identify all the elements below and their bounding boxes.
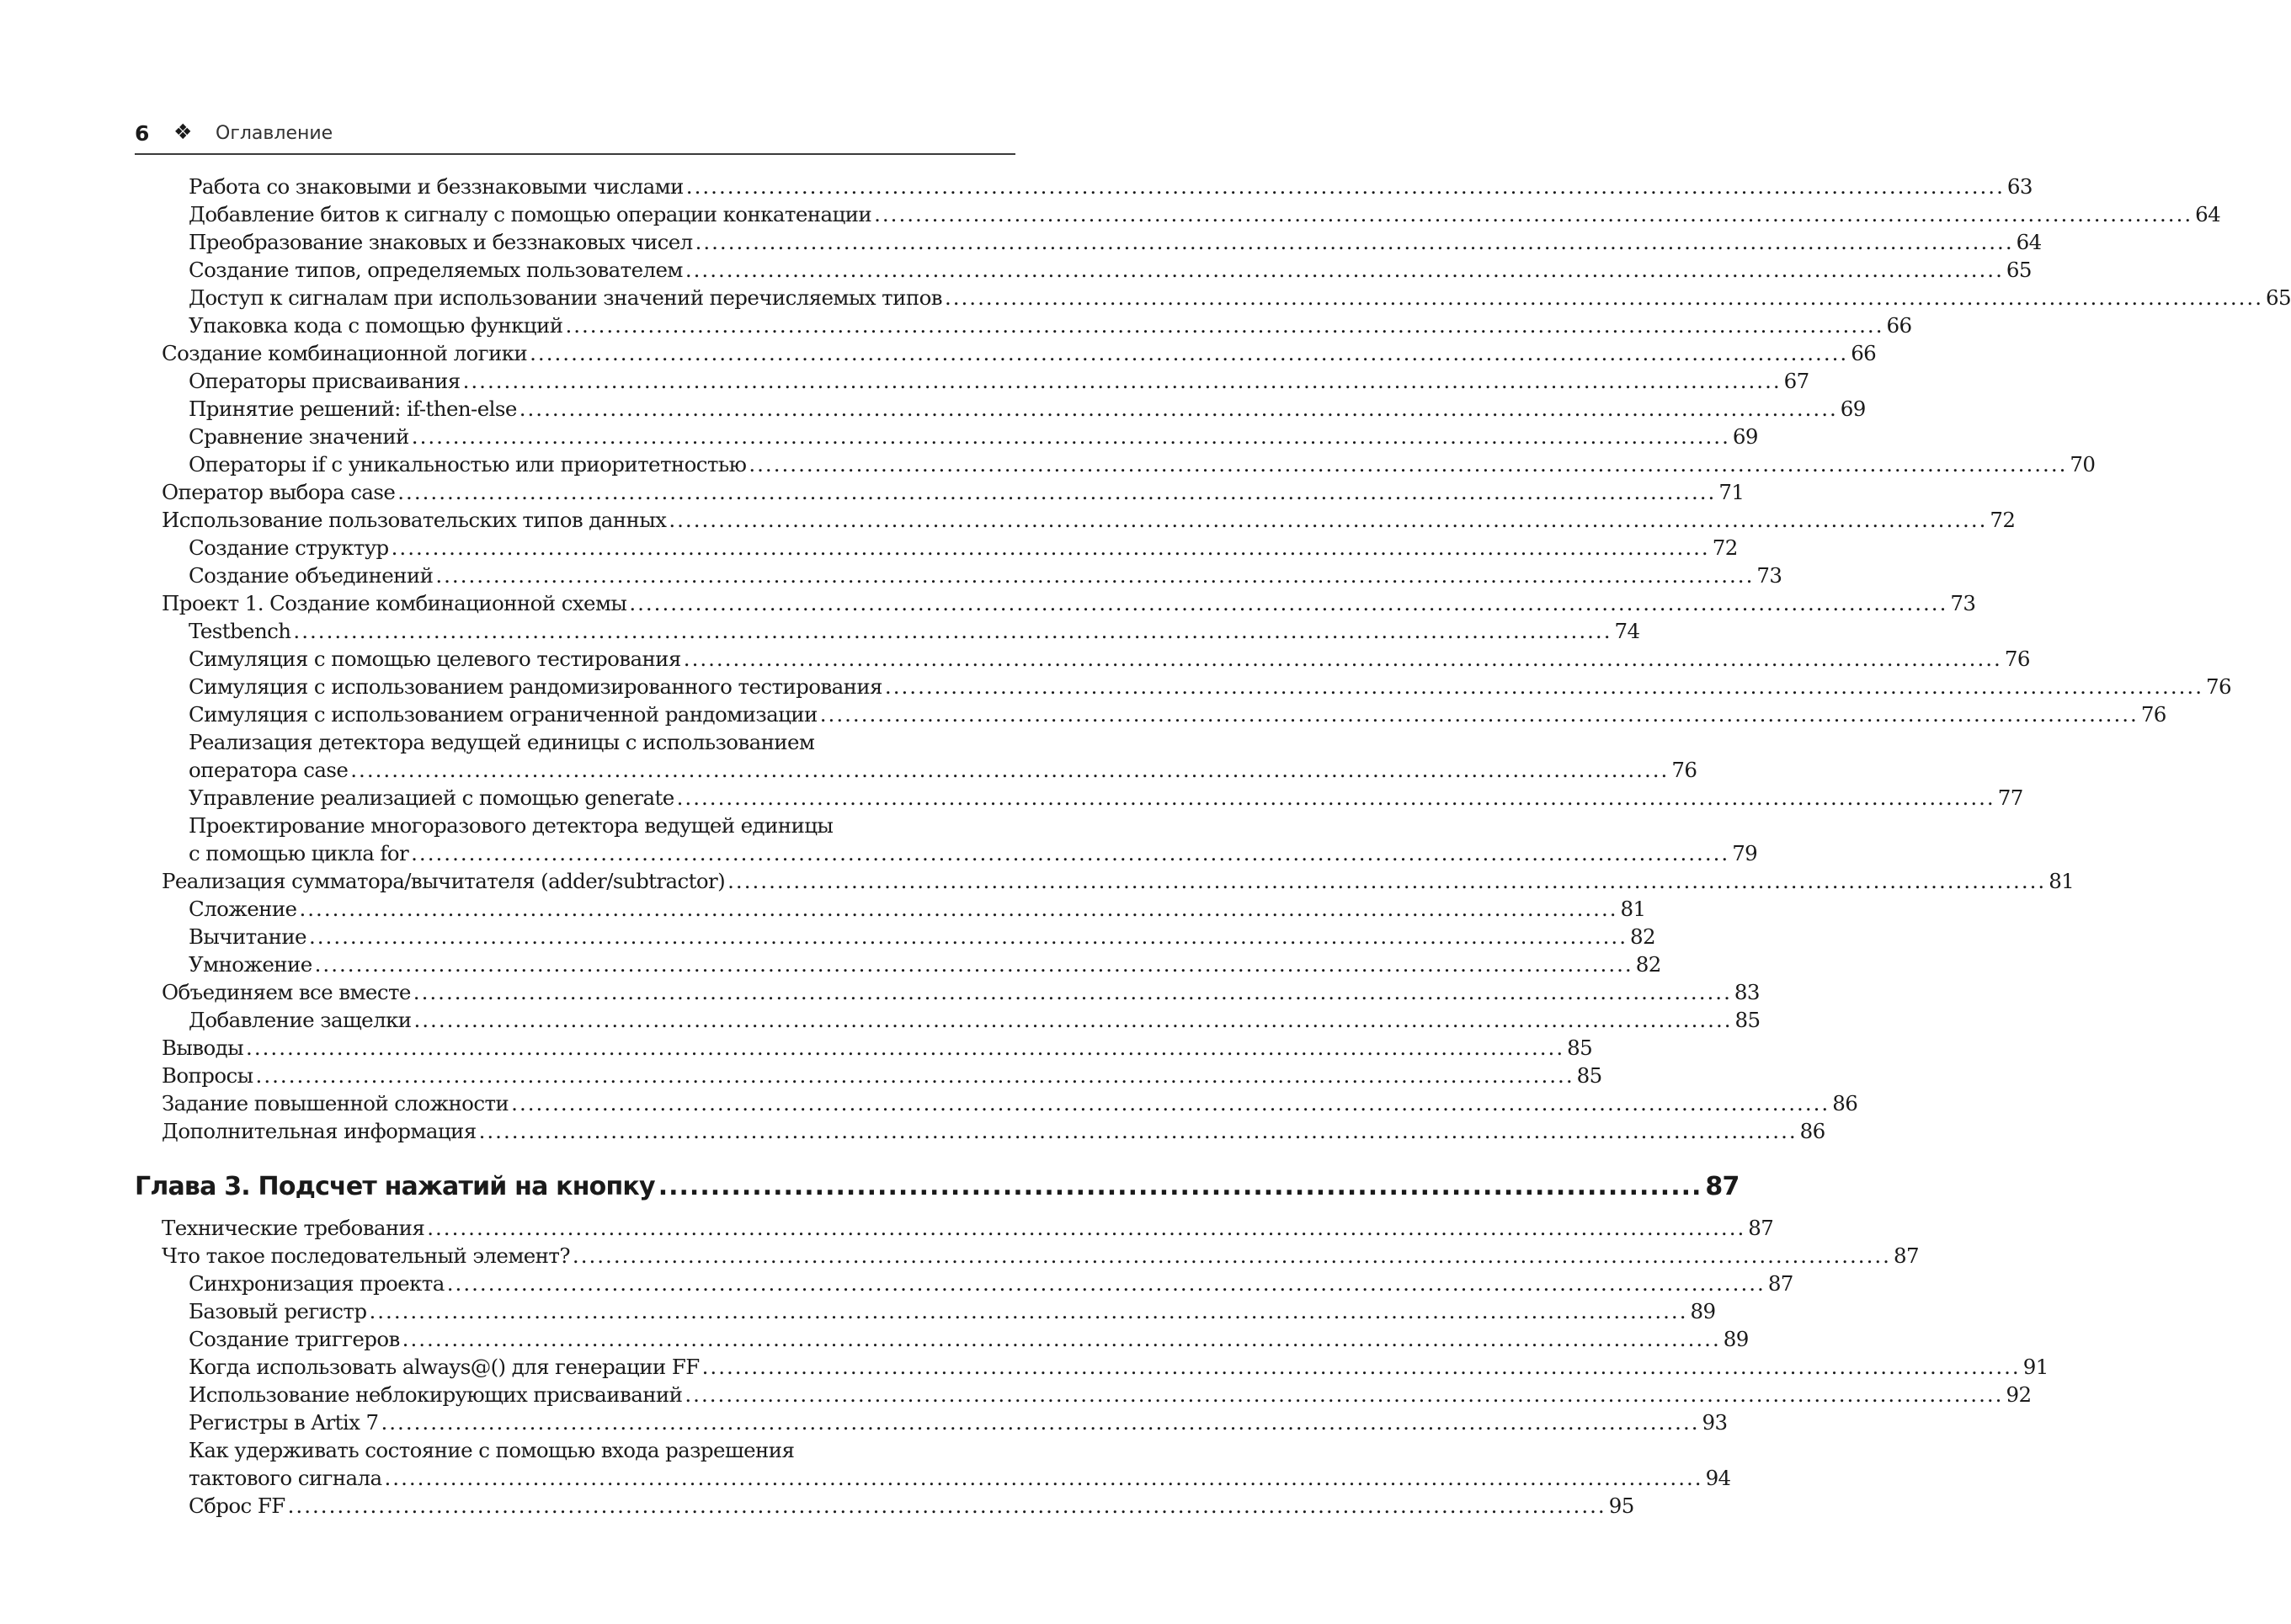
- toc-entry[interactable]: [189, 174, 2033, 202]
- toc-entry-title: Дополнительная информация: [162, 1119, 477, 1143]
- toc-entry-title: Синхронизация проекта: [189, 1271, 445, 1296]
- toc-entry-page: 71: [1718, 480, 1745, 504]
- toc-leader: ................................................................................................................................................................: [676, 785, 1995, 810]
- toc-leader: ................................................................................................................................................................: [685, 1382, 2004, 1407]
- toc-entry-page: 81: [2049, 869, 2075, 893]
- toc-entry[interactable]: [189, 1466, 1731, 1494]
- toc-entry-title: тактового сигнала: [189, 1466, 382, 1490]
- toc-entry-title: Создание структур: [189, 535, 389, 560]
- toc-entry[interactable]: [189, 952, 1661, 980]
- toc-entry[interactable]: [189, 619, 1640, 647]
- toc-entry[interactable]: [162, 480, 1745, 508]
- toc-entry-title: Регистры в Artix 7: [189, 1410, 379, 1435]
- toc-leader: ................................................................................................................................................................: [413, 1008, 1733, 1032]
- toc-entry[interactable]: [189, 841, 1758, 869]
- toc-entry[interactable]: [189, 1327, 1749, 1355]
- toc-leader: ................................................................................................................................................................: [565, 313, 1884, 338]
- toc-entry-page: 89: [1690, 1299, 1716, 1323]
- toc-entry-page: 86: [1799, 1119, 1825, 1143]
- toc-entry-title: Технические требования: [162, 1216, 425, 1240]
- toc-leader: ................................................................................................................................................................: [411, 424, 1730, 449]
- ornament-icon: ❖: [173, 120, 193, 144]
- page-header: [135, 120, 1015, 155]
- toc-entry[interactable]: [189, 1382, 2032, 1410]
- toc-leader: ................................................................................................................................................................: [287, 1494, 1606, 1518]
- toc-leader: ................................................................................................................................................................: [884, 674, 2203, 699]
- page-number: 6: [135, 121, 150, 146]
- toc-entry-page: 65: [2266, 285, 2291, 310]
- toc-entry[interactable]: [189, 230, 2042, 258]
- toc-leader: ................................................................................................................................................................: [427, 1216, 1746, 1240]
- toc-entry-page: 87: [1767, 1271, 1793, 1296]
- toc-entry[interactable]: [162, 980, 1760, 1008]
- toc-entry[interactable]: [162, 508, 2016, 535]
- toc-leader: ................................................................................................................................................................: [402, 1327, 1721, 1351]
- toc-entry-title: Добавление защелки: [189, 1008, 412, 1032]
- toc-entry-page: 66: [1886, 313, 1912, 338]
- toc-entry-page: 89: [1723, 1327, 1749, 1351]
- toc-leader: ................................................................................................................................................................: [701, 1355, 2021, 1379]
- toc-leader: ................................................................................................................................................................: [944, 285, 2263, 310]
- toc-entry-title: Сброс FF: [189, 1494, 285, 1518]
- toc-leader: ................................................................................................................................................................: [478, 1119, 1798, 1143]
- toc-entry-page: 93: [1702, 1410, 1728, 1435]
- toc-entry[interactable]: [189, 785, 2023, 813]
- toc-entry-title-line1: Проектирование многоразового детектора ведущей единицы: [189, 813, 834, 838]
- toc-entry-title: Умножение: [189, 952, 312, 977]
- toc-entry-page: 69: [1732, 424, 1758, 449]
- toc-entry-page: 72: [1990, 508, 2016, 532]
- toc-entry-page: 85: [1576, 1063, 1602, 1088]
- toc-leader: ................................................................................................................................................................: [572, 1243, 1891, 1268]
- toc-leader: ................................................................................................................................................................: [446, 1271, 1766, 1296]
- toc-entry-page: 73: [1950, 591, 1976, 615]
- toc-entry[interactable]: [162, 1091, 1858, 1119]
- toc-entry[interactable]: [189, 202, 2221, 230]
- toc-leader: ................................................................................................................................................................: [683, 647, 2002, 671]
- toc-entry-title-line1: Реализация детектора ведущей единицы с использованием: [189, 730, 815, 754]
- toc-entry[interactable]: [162, 1063, 1602, 1091]
- toc-entry-page: 72: [1712, 535, 1738, 560]
- toc-entry-page: 73: [1756, 563, 1782, 588]
- toc-entry[interactable]: [189, 924, 1655, 952]
- toc-entry-page: 64: [2016, 230, 2042, 254]
- toc-entry[interactable]: [189, 285, 2291, 313]
- toc-entry-title: Задание повышенной сложности: [162, 1091, 509, 1116]
- toc-entry-title: Операторы if с уникальностью или приоритетностью: [189, 452, 747, 477]
- toc-leader: ................................................................................................................................................................: [629, 591, 1948, 615]
- toc-entry-title: Создание типов, определяемых пользователем: [189, 258, 683, 282]
- toc-entry-title: Симуляция с помощью целевого тестирования: [189, 647, 681, 671]
- toc-entry-title: Упаковка кода с помощью функций: [189, 313, 563, 338]
- toc-entry[interactable]: [189, 424, 1758, 452]
- toc-entry[interactable]: [189, 369, 1809, 397]
- toc-entry-page: 82: [1630, 924, 1655, 949]
- toc-entry-title: Операторы присваивания: [189, 369, 461, 393]
- toc-entry-page: 76: [1671, 758, 1697, 782]
- toc-entry-title: Добавление битов к сигналу с помощью операции конкатенации: [189, 202, 872, 226]
- toc-entry-title: Принятие решений: if-then-else: [189, 397, 517, 421]
- toc-entry-title: Вопросы: [162, 1063, 253, 1088]
- toc-leader: ................................................................................................................................................................: [462, 369, 1782, 393]
- toc-entry-title: Testbench: [189, 619, 291, 643]
- toc-entry-page: 86: [1832, 1091, 1858, 1116]
- toc-entry-page: 66: [1851, 341, 1877, 365]
- toc-entry-title: Использование неблокирующих присваиваний: [189, 1382, 683, 1407]
- toc-entry[interactable]: [189, 397, 1866, 424]
- toc-entry[interactable]: [189, 1271, 1793, 1299]
- toc-entry-title: оператора case: [189, 758, 349, 782]
- toc-entry-title: Симуляция с использованием ограниченной рандомизации: [189, 702, 818, 727]
- toc-entry[interactable]: [189, 647, 2030, 674]
- chapter-heading[interactable]: [135, 1172, 1740, 1209]
- toc-leader: ................................................................................................................................................................: [246, 1036, 1565, 1060]
- toc-entry-title: Создание объединений: [189, 563, 434, 588]
- toc-entry-page: 64: [2195, 202, 2221, 226]
- toc-entry-title: Создание комбинационной логики: [162, 341, 528, 365]
- toc-leader: ................................................................................................................................................................: [669, 508, 1988, 532]
- toc-entry-title: Проект 1. Создание комбинационной схемы: [162, 591, 627, 615]
- toc-leader: ................................................................................................................................................................: [749, 452, 2068, 477]
- toc-entry-page: 63: [2006, 174, 2033, 199]
- toc-leader: ................................................................................................................................................................: [511, 1091, 1830, 1116]
- toc-entry-page: 76: [2205, 674, 2231, 699]
- toc-entry-page: 92: [2006, 1382, 2032, 1407]
- toc-entry-title: Доступ к сигналам при использовании значений перечисляемых типов: [189, 285, 942, 310]
- toc-entry[interactable]: [189, 313, 1912, 341]
- toc-entry[interactable]: [189, 1494, 1634, 1521]
- toc-entry-title: Выводы: [162, 1036, 244, 1060]
- toc-entry-page: 67: [1783, 369, 1809, 393]
- toc-entry-title: Базовый регистр: [189, 1299, 367, 1323]
- toc-entry[interactable]: [189, 758, 1697, 785]
- toc-entry-page: 76: [2140, 702, 2166, 727]
- toc-entry[interactable]: [162, 1243, 1919, 1271]
- chapter-title: Глава 3. Подсчет нажатий на кнопку: [135, 1172, 655, 1201]
- toc-leader: ................................................................................................................................................................: [530, 341, 1849, 365]
- toc-entry-title: Использование пользовательских типов данных: [162, 508, 667, 532]
- toc-entry-page: 79: [1732, 841, 1758, 865]
- toc-entry-title-line1: Как удерживать состояние с помощью входа разрешения: [189, 1438, 795, 1462]
- toc-entry[interactable]: [189, 1008, 1761, 1036]
- toc-leader: ................................................................................................................................................................: [413, 980, 1732, 1004]
- toc-entry-title: Когда использовать always@() для генерации FF: [189, 1355, 700, 1379]
- toc-entry[interactable]: [189, 258, 2032, 285]
- toc-entry[interactable]: [162, 1216, 1774, 1243]
- toc-entry-title: Реализация сумматора/вычитателя (adder/subtractor): [162, 869, 726, 893]
- toc-entry-page: 87: [1748, 1216, 1774, 1240]
- toc-entry-title: с помощью цикла for: [189, 841, 409, 865]
- toc-entry-page: 81: [1620, 897, 1646, 921]
- toc-entry[interactable]: [162, 869, 2075, 897]
- chapter-page: 87: [1705, 1172, 1740, 1201]
- toc-entry[interactable]: [162, 341, 1877, 369]
- toc-leader: ................................................................................................................................................................: [293, 619, 1612, 643]
- toc-leader: ................................................................................................................................................................: [255, 1063, 1574, 1088]
- toc-entry[interactable]: [162, 1119, 1825, 1147]
- toc-entry-page: 76: [2004, 647, 2030, 671]
- toc-leader: ................................................................................................................................................................: [314, 952, 1633, 977]
- toc-entry[interactable]: [189, 535, 1738, 563]
- toc-entry-title: Оператор выбора case: [162, 480, 396, 504]
- toc-leader: ................................................................................................................................................................: [308, 924, 1628, 949]
- toc-leader: ................................................................................................................................................................: [435, 563, 1755, 588]
- toc-entry[interactable]: [189, 897, 1646, 924]
- toc-entry-title: Сложение: [189, 897, 297, 921]
- toc-entry-title: Вычитание: [189, 924, 306, 949]
- toc-entry-page: 94: [1705, 1466, 1731, 1490]
- toc-entry-page: 87: [1893, 1243, 1919, 1268]
- toc-entry-page: 91: [2022, 1355, 2049, 1379]
- toc-leader: ................................................................................................................................................................: [695, 230, 2014, 254]
- toc-entry[interactable]: [189, 452, 2096, 480]
- toc-entry-page: 70: [2070, 452, 2096, 477]
- toc-entry-page: 95: [1608, 1494, 1634, 1518]
- toc-leader: ................................................................................................................................................................: [350, 758, 1670, 782]
- toc-entry[interactable]: [189, 1355, 2049, 1382]
- toc-entry[interactable]: [189, 1410, 1728, 1438]
- toc-entry-page: 69: [1840, 397, 1866, 421]
- toc-entry-title: Объединяем все вместе: [162, 980, 411, 1004]
- toc-leader: ................................................................................................................................................................: [685, 258, 2004, 282]
- toc-leader: ................................................................................................................................................................: [874, 202, 2193, 226]
- toc-entry-title: Создание триггеров: [189, 1327, 400, 1351]
- toc-leader: ................................................................................................................................................................: [727, 869, 2047, 893]
- toc-leader: ................................................................................................................................................................: [397, 480, 1717, 504]
- toc-leader: ................................................................................................................................................................: [685, 174, 2005, 199]
- toc-leader: ................................................................................................................................................................: [519, 397, 1838, 421]
- toc-leader: ................................................................................................................................................................: [411, 841, 1730, 865]
- toc-entry-title: Симуляция с использованием рандомизированного тестирования: [189, 674, 882, 699]
- toc-entry[interactable]: [189, 674, 2231, 702]
- toc-entry-title: Работа со знаковыми и беззнаковыми числами: [189, 174, 684, 199]
- toc-entry-page: 83: [1734, 980, 1760, 1004]
- toc-entry-page: 65: [2006, 258, 2032, 282]
- toc-leader: ................................................................................................................................................................: [819, 702, 2139, 727]
- toc-entry-title: Преобразование знаковых и беззнаковых чисел: [189, 230, 693, 254]
- toc-entry-title: Сравнение значений: [189, 424, 409, 449]
- toc-entry-page: 85: [1567, 1036, 1593, 1060]
- toc-entry[interactable]: [162, 591, 1976, 619]
- chapter-leader: ....................................................................................................: [658, 1172, 1702, 1201]
- running-title: Оглавление: [216, 123, 333, 144]
- toc-entry[interactable]: [189, 563, 1782, 591]
- toc-leader: ................................................................................................................................................................: [369, 1299, 1688, 1323]
- toc-entry[interactable]: [189, 702, 2166, 730]
- toc-entry-page: 77: [1997, 785, 2023, 810]
- toc-leader: ................................................................................................................................................................: [381, 1410, 1700, 1435]
- toc-entry-page: 85: [1734, 1008, 1761, 1032]
- toc-entry-title: Что такое последовательный элемент?: [162, 1243, 570, 1268]
- toc-entry-page: 82: [1635, 952, 1661, 977]
- toc-entry-title: Управление реализацией с помощью generate: [189, 785, 674, 810]
- toc-leader: ................................................................................................................................................................: [384, 1466, 1703, 1490]
- toc-leader: ................................................................................................................................................................: [391, 535, 1710, 560]
- toc-entry[interactable]: [189, 1299, 1716, 1327]
- toc-entry[interactable]: [162, 1036, 1593, 1063]
- toc-entry-page: 74: [1614, 619, 1640, 643]
- toc-leader: ................................................................................................................................................................: [299, 897, 1618, 921]
